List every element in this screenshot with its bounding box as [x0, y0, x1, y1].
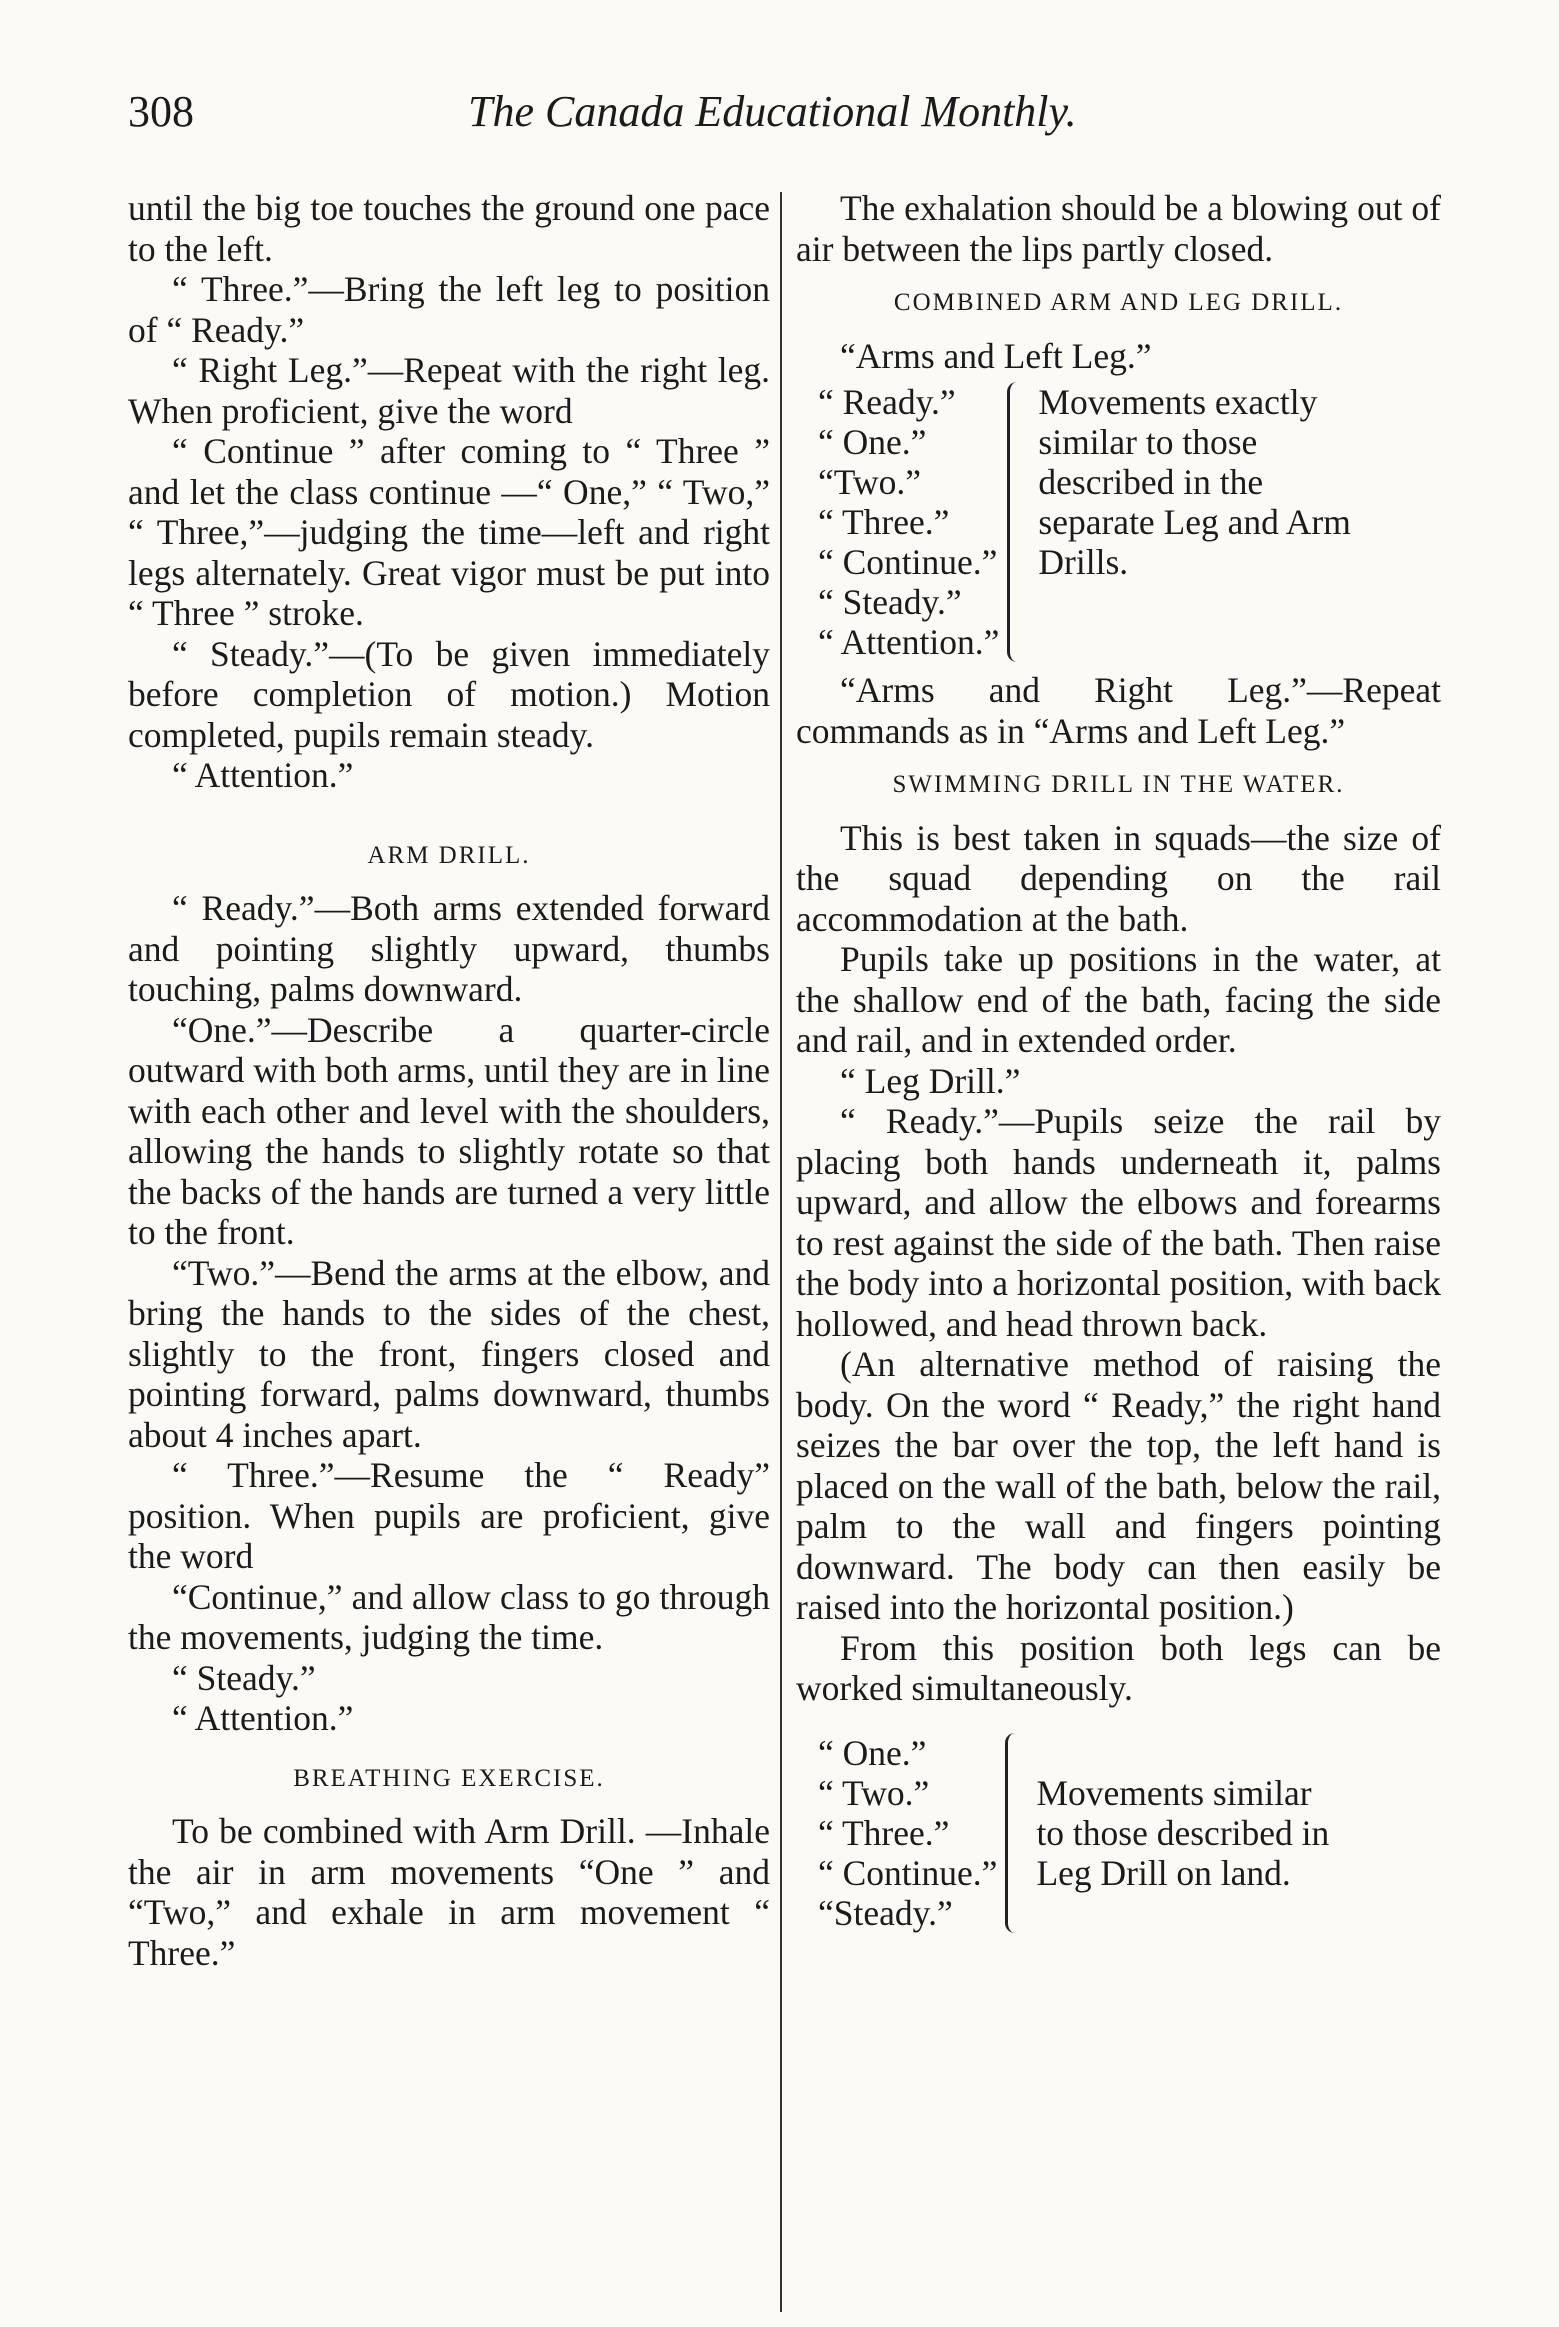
command-item: “ Steady.” [818, 582, 962, 622]
command-list [796, 382, 999, 662]
paragraph: “Arms and Left Leg.” [840, 335, 1152, 376]
paragraph: “ Steady.” [172, 1657, 316, 1698]
paragraph: Pupils take up positions in the water, at the shallow end of the bath, facing the side and rail, and in extended order. [796, 939, 1441, 1060]
paragraph: until the big toe touches the ground one pace to the left. [128, 188, 770, 269]
page-number: 308 [128, 87, 194, 136]
paragraph: “ Steady.”—(To be given immediately before completion of motion.) Motion completed, pupils remain steady. [128, 633, 770, 755]
section-heading-swimming: SWIMMING DRILL IN THE WATER. [892, 771, 1345, 798]
paragraph: “ Three.”—Resume the “ Ready” position. When pupils are proficient, give the word [128, 1455, 770, 1576]
paragraph: “ Right Leg.”—Repeat with the right leg. When proficient, give the word [128, 350, 770, 431]
paragraph: “ Ready.”—Both arms extended forward and pointing slightly upward, thumbs touching, palms downward. [128, 888, 770, 1009]
paragraph: “Continue,” and allow class to go through the movements, judging the time. [128, 1576, 770, 1657]
paragraph: This is best taken in squads—the size of the squad depending on the rail accommodation at the bath. [796, 817, 1441, 939]
paragraph: “ Three.”—Bring the left leg to position of “ Ready.” [128, 269, 770, 350]
command-item: “Steady.” [818, 1892, 953, 1933]
paragraph: The exhalation should be a blowing out of air between the lips partly closed. [796, 188, 1441, 269]
column-divider [780, 192, 782, 2312]
paragraph: From this position both legs can be worked simultaneously. [796, 1627, 1441, 1708]
paragraph: “ Leg Drill.” [840, 1060, 1021, 1101]
paragraph: (An alternative method of raising the body. On the word “ Ready,” the right hand seizes the bar over the top, the left hand is placed on the wall of the bath, below the rail, palm to the wall and fingers pointing downward. The body can then easily be raised into the horizontal position.) [796, 1344, 1441, 1627]
command-list [796, 1733, 997, 1933]
command-item: “ Attention.” [818, 622, 1000, 662]
paragraph: “Two.”—Bend the arms at the elbow, and bring the hands to the sides of the chest, slightly to the front, fingers closed and pointing forward, palms downward, thumbs about 4 inches apart. [128, 1252, 770, 1455]
paragraph: “One.”—Describe a quarter-circle outward with both arms, until they are in line with each other and level with the shoulders, allowing the hands to slightly rotate so that the backs of the hands are turned a very little to the front. [128, 1009, 770, 1252]
running-title: The Canada Educational Monthly. [468, 87, 1077, 136]
paragraph: “ Attention.” [172, 755, 354, 795]
command-item: “ One.” [818, 1732, 927, 1773]
paragraph: “Arms and Right Leg.”—Repeat commands as in “Arms and Left Leg.” [796, 670, 1441, 751]
command-item: “ Continue.” [818, 1852, 998, 1893]
right-column [796, 188, 1441, 1941]
bracket-note: Movements similar to those described in Leg Drill on land. [1036, 1772, 1330, 1893]
paragraph: “ Ready.”—Pupils seize the rail by placing both hands underneath it, palms upward, and allow the elbows and forearms to rest against the side of the bath. Then raise the body into a horizontal position, with back hollowed, and head thrown back. [796, 1101, 1441, 1344]
bracket-note: Movements exactly similar to those described in the separate Leg and Arm Drills. [1038, 382, 1351, 582]
brace-mark [1007, 382, 1028, 662]
section-heading-combined: COMBINED ARM AND LEG DRILL. [893, 289, 1344, 316]
paragraph: “ Continue ” after coming to “ Three ” and let the class continue —“ One,” “ Two,” “ Three,”—judging the time—left and right legs alternately. Great vigor must be put into “ Three ” stroke. [128, 431, 770, 633]
command-item: “ One.” [818, 422, 927, 462]
command-item: “ Three.” [818, 502, 950, 542]
paragraph: To be combined with Arm Drill. —Inhale the air in arm movements “One ” and “Two,” and exhale in arm movement “ Three.” [128, 1811, 770, 1973]
paragraph: “ Attention.” [172, 1698, 354, 1738]
command-item: “ Ready.” [818, 382, 956, 422]
command-item: “Two.” [818, 462, 921, 502]
command-bracket-group [796, 1733, 1441, 1933]
section-heading-breathing: BREATHING EXERCISE. [293, 1764, 605, 1792]
command-bracket-group [796, 382, 1441, 662]
page-header [128, 86, 1098, 156]
brace-mark [1005, 1733, 1026, 1933]
section-heading-arm-drill: ARM DRILL. [367, 841, 531, 869]
left-column [128, 188, 770, 1973]
command-item: “ Two.” [818, 1772, 930, 1813]
command-item: “ Continue.” [818, 542, 998, 582]
command-item: “ Three.” [818, 1812, 950, 1853]
